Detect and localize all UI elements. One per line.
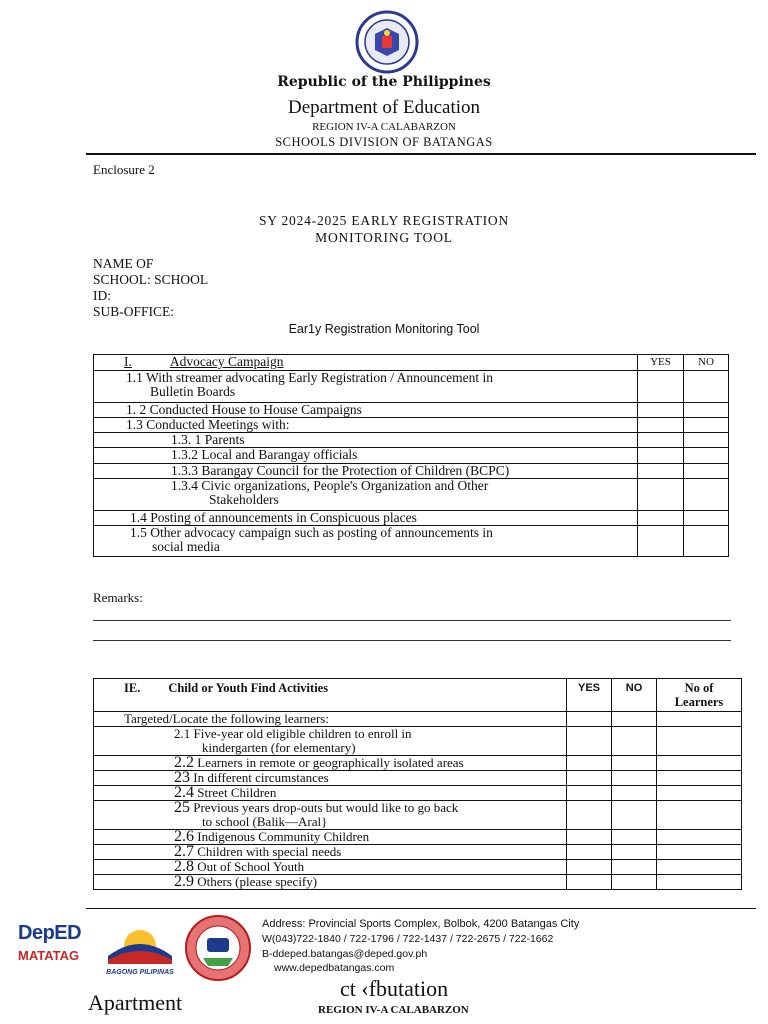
table-row [94,679,742,712]
republic-heading: Republic of the Philippines [277,74,491,90]
table-row [94,511,729,526]
child-find-item [94,860,567,875]
learners-cell[interactable] [657,771,742,786]
item-number: 2.7 [174,843,194,860]
yes-cell[interactable] [567,860,612,875]
no-cell[interactable] [612,845,657,860]
deped-seal-logo [349,10,425,74]
yes-cell[interactable] [567,875,612,890]
id-label: ID: [93,288,111,303]
child-find-item [94,771,567,786]
item-line: Five-year old eligible children to enroll in [193,726,412,741]
table-row [94,433,729,448]
table-row [94,479,729,511]
table-row [94,756,742,771]
remarks-line[interactable] [93,640,731,641]
child-find-heading [94,679,567,712]
advocacy-item [94,526,638,557]
yes-cell[interactable] [638,526,684,557]
no-cell[interactable] [612,756,657,771]
yes-cell[interactable] [567,712,612,727]
no-cell[interactable] [684,418,729,433]
no-cell[interactable] [612,860,657,875]
yes-cell[interactable] [638,448,684,464]
yes-cell[interactable] [567,830,612,845]
item-number: 2.2 [174,754,194,771]
table-row [94,355,729,371]
child-find-item [94,845,567,860]
learners-cell[interactable] [657,860,742,875]
yes-cell[interactable] [567,845,612,860]
table-row [94,875,742,890]
bagong-pilipinas-emblem [104,922,176,964]
child-find-item [94,801,567,830]
no-cell[interactable] [684,433,729,448]
division-heading: SCHOOLS DIVISION OF BATANGAS [275,135,493,149]
item-number: 2.9 [174,873,194,890]
item-line: kindergarten (for elementary) [202,740,356,755]
yes-cell[interactable] [638,479,684,511]
footer-email[interactable]: B-ddeped.batangas@deped.gov.ph [262,948,428,960]
footer-rule [86,908,756,909]
enclosure-label: Enclosure 2 [93,162,155,177]
no-cell[interactable] [684,403,729,418]
table-row [94,712,742,727]
learners-cell[interactable] [657,875,742,890]
yes-cell[interactable] [567,771,612,786]
learners-cell[interactable] [657,727,742,756]
advocacy-item: 1.3 Conducted Meetings with: [94,418,638,433]
table-row [94,418,729,433]
deped-logo-text: DepED [18,922,82,944]
heading-number: I. [124,354,132,369]
yes-header: YES [638,355,684,371]
tool-subtitle: Ear1y Registration Monitoring Tool [288,322,480,336]
table-row [94,526,729,557]
item-line: 1.1 With streamer advocating Early Registration / Announcement in [126,370,493,385]
learners-cell[interactable] [657,786,742,801]
table-row [94,371,729,403]
child-find-table [93,678,742,890]
footer-cert-text: ct ‹fbutation [340,976,449,1001]
child-find-item [94,727,567,756]
item-line: Others (please specify) [197,874,318,889]
learners-cell[interactable] [657,845,742,860]
item-line: Bulletin Boards [150,384,236,399]
no-header: NO [684,355,729,371]
advocacy-item: 1.3.2 Local and Barangay officials [94,448,638,464]
yes-cell[interactable] [638,418,684,433]
no-cell[interactable] [684,448,729,464]
item-line: 1.5 Other advocacy campaign such as posting of announcements in [130,525,493,540]
advocacy-item [94,371,638,403]
heading-number: IE. [124,681,141,695]
no-cell[interactable] [612,786,657,801]
heading-text: Advocacy Campaign [169,354,284,369]
table-row [94,801,742,830]
item-line: Learners in remote or geographically isolated areas [197,755,464,770]
learners-cell[interactable] [657,756,742,771]
table-row [94,448,729,464]
item-line: Previous years drop-outs but would like to go back [193,800,459,815]
yes-cell[interactable] [638,403,684,418]
yes-cell[interactable] [638,464,684,479]
no-cell[interactable] [612,712,657,727]
no-cell[interactable] [612,830,657,845]
yes-cell[interactable] [638,371,684,403]
item-line: 1.3.4 Civic organizations, People's Organization and Other [171,478,489,493]
heading-text: Child or Youth Find Activities [168,681,329,695]
document-title [0,212,768,246]
yes-cell[interactable] [567,801,612,830]
advocacy-item: 1.4 Posting of announcements in Conspicuous places [94,511,638,526]
advocacy-item: 1. 2 Conducted House to House Campaigns [94,403,638,418]
item-line: Children with special needs [197,844,342,859]
yes-cell[interactable] [567,727,612,756]
item-number: 25 [174,799,190,816]
table-row [94,403,729,418]
no-cell[interactable] [684,479,729,511]
no-cell[interactable] [684,464,729,479]
learners-cell[interactable] [657,830,742,845]
item-number: 23 [174,769,190,786]
header-rule [86,153,756,155]
no-cell[interactable] [612,771,657,786]
yes-cell[interactable] [567,756,612,771]
child-find-item [94,830,567,845]
yes-cell[interactable] [567,786,612,801]
item-line: social media [152,539,220,554]
division-seal-logo [183,914,253,982]
child-find-item [94,875,567,890]
footer-phone: W(043)722-1840 / 722-1796 / 722-1437 / 722-2675 / 722-1662 [262,933,554,945]
no-header: NO [612,679,657,712]
footer-region: REGION IV-A CALABARZON [318,1004,469,1016]
bagong-pilipinas-logo [104,922,176,976]
child-find-item [94,756,567,771]
footer-website[interactable]: www.depedbatangas.com [274,962,395,974]
item-number: 2.4 [174,784,194,801]
no-cell[interactable] [612,801,657,830]
no-cell[interactable] [612,875,657,890]
no-cell[interactable] [684,526,729,557]
department-heading: Department of Education [287,97,481,118]
advocacy-table [93,354,729,557]
title-line-1: SY 2024-2025 EARLY REGISTRATION [258,213,510,228]
footer-apartment-text: Apartment [88,990,183,1015]
no-cell[interactable] [684,511,729,526]
yes-header: YES [567,679,612,712]
table-row [94,786,742,801]
sub-office-label: SUB-OFFICE: [93,304,175,319]
learners-header [657,679,742,712]
matatag-logo-text: MATATAG [18,948,80,963]
item-number: 2.6 [174,828,194,845]
child-find-intro: Targeted/Locate the following learners: [94,712,567,727]
item-line: Street Children [197,785,277,800]
remarks-line[interactable] [93,620,731,621]
item-line: In different circumstances [193,770,329,785]
learners-line: No of [684,681,714,695]
item-line: Indigenous Community Children [197,829,370,844]
learners-cell[interactable] [657,712,742,727]
no-cell[interactable] [684,371,729,403]
learners-cell[interactable] [657,801,742,830]
title-line-2: MONITORING TOOL [315,230,453,245]
yes-cell[interactable] [638,433,684,448]
bagong-pilipinas-text: BAGONG PILIPINAS [106,969,174,976]
deped-matatag-logo [18,922,92,974]
region-heading: REGION IV-A CALABARZON [312,121,456,133]
table-row [94,727,742,756]
advocacy-item: 1.3. 1 Parents [94,433,638,448]
item-number: 2.8 [174,858,194,875]
learners-line: Learners [674,695,724,709]
yes-cell[interactable] [638,511,684,526]
no-cell[interactable] [612,727,657,756]
child-find-item [94,786,567,801]
advocacy-item: 1.3.3 Barangay Council for the Protection of Children (BCPC) [94,464,638,479]
item-number: 2.1 [174,726,191,741]
advocacy-heading [94,355,638,371]
school-label: SCHOOL: SCHOOL [93,272,209,287]
footer-address: Address: Provincial Sports Complex, Bolbok, 4200 Batangas City [262,918,580,930]
advocacy-item [94,479,638,511]
name-of-label: NAME OF [93,256,154,271]
item-line: Out of School Youth [197,859,305,874]
table-row [94,464,729,479]
item-line: Stakeholders [209,492,279,507]
remarks-label: Remarks: [93,590,143,605]
item-line: to school (Balik—Aral} [202,814,328,829]
